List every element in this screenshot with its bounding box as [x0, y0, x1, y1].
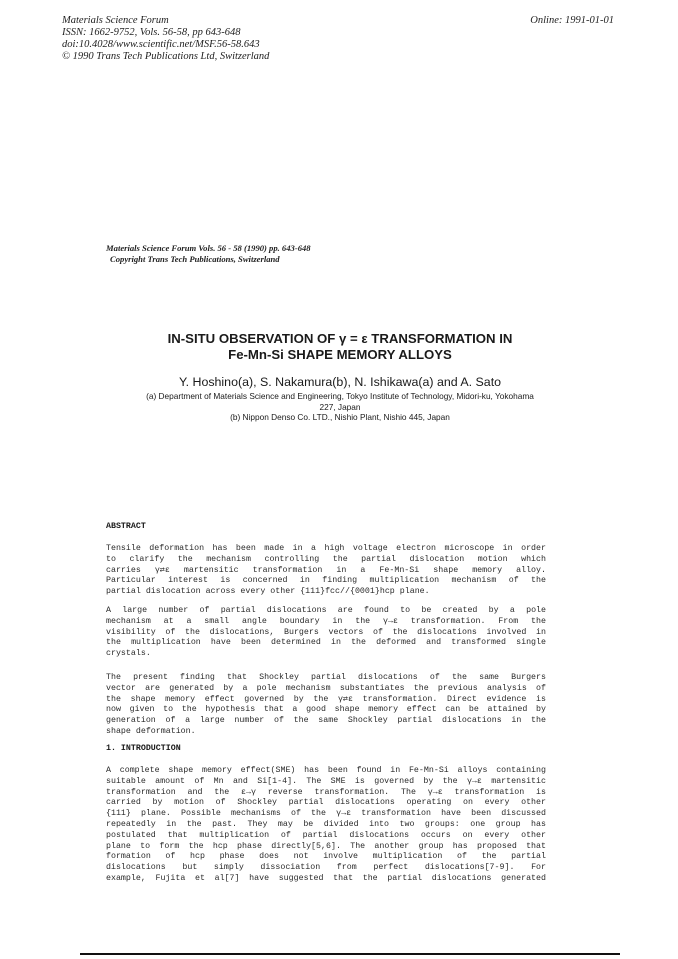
text-line: formation of hcp phase does not involve multiplication of the partial [106, 852, 546, 862]
abstract-paragraph-2 [106, 606, 546, 660]
source-citation [106, 243, 311, 265]
affiliation-b: (b) Nippon Denso Co. LTD., Nishio Plant, Nishio 445, Japan [230, 412, 450, 422]
text-line: {111} plane. Possible mechanisms of the γ→ε transformation have been discussed [106, 809, 546, 819]
text-line: carried by motion of Shockley partial dislocations operating on every other [106, 798, 546, 808]
text-line: A large number of partial dislocations are found to be created by a pole [106, 606, 546, 615]
author-list: Y. Hoshino(a), S. Nakamura(b), N. Ishikawa(a) and A. Sato [178, 375, 502, 389]
text-line: visibility of the dislocations, Burgers vectors of the dislocations involved in [106, 627, 546, 637]
text-line: suitable amount of Mn and Si[1-4]. The SME is governed by the γ→ε martensitic [106, 776, 546, 786]
text-line: plane to form the hcp phase directly[5,6]. The another group has proposed that [106, 841, 546, 851]
text-line: partial dislocation across every other {111}fcc//{0001}hcp plane. [106, 587, 430, 597]
journal-metadata [62, 15, 269, 63]
journal-name: Materials Science Forum [62, 15, 169, 26]
text-line: repeatedly in the past. They may be divided into two groups: one group has [106, 819, 546, 829]
title-line-2: Fe-Mn-Si SHAPE MEMORY ALLOYS [228, 347, 452, 362]
source-line-1: Materials Science Forum Vols. 56 - 58 (1990) pp. 643-648 [106, 243, 311, 253]
text-line: to clarify the mechanism controlling the partial dislocation motion which [106, 554, 546, 564]
text-line: vector are generated by a pole mechanism substantiates the previous analysis of [106, 683, 546, 693]
affiliation-a-line-1: (a) Department of Materials Science and Engineering, Tokyo Institute of Technology, Midori-ku, Yokohama [146, 391, 534, 401]
text-line: the multiplication have been determined in the deformed and transformed single [106, 638, 546, 648]
text-line: crystals. [106, 649, 151, 659]
affiliations [100, 391, 580, 423]
text-line: Tensile deformation has been made in a high voltage electron microscope in order [106, 544, 546, 553]
text-line: The present finding that Shockley partial dislocations of the same Burgers [106, 673, 546, 682]
text-line: carries γ⇄ε martensitic transformation in a Fe-Mn-Si shape memory alloy. [106, 565, 546, 575]
text-line: dislocations but simply dissociation from perfect dislocations[7-9]. For [106, 863, 546, 873]
introduction-heading: 1. INTRODUCTION [106, 744, 181, 753]
source-line-2: Copyright Trans Tech Publications, Switzerland [110, 254, 280, 264]
page-footer-rule [80, 953, 620, 955]
text-line: mechanism at a small angle boundary in the γ→ε transformation. From the [106, 616, 546, 626]
abstract-paragraph-1 [106, 544, 546, 598]
text-line: now given to the hypothesis that a good shape memory effect can be attained by [106, 705, 546, 715]
abstract-heading: ABSTRACT [106, 522, 146, 531]
issn-line: ISSN: 1662-9752, Vols. 56-58, pp 643-648 [62, 27, 241, 38]
text-line: example, Fujita et al[7] have suggested that the partial dislocations generated [106, 873, 546, 883]
online-date: Online: 1991-01-01 [530, 15, 614, 26]
text-line: generation of a large number of the same Shockley partial dislocations in the [106, 716, 546, 726]
text-line: the shape memory effect governed by the γ⇄ε transformation. Direct evidence is [106, 694, 546, 704]
introduction-paragraph-1 [106, 766, 546, 885]
publisher-copyright: © 1990 Trans Tech Publications Ltd, Switzerland [62, 51, 270, 62]
text-line: postulated that multiplication of partial dislocations occurs on every other [106, 830, 546, 840]
doi-link[interactable]: doi:10.4028/www.scientific.net/MSF.56-58.643 [62, 39, 260, 50]
text-line: A complete shape memory effect(SME) has been found in Fe-Mn-Si alloys containing [106, 766, 546, 775]
text-line: transformation and the ε→γ reverse transformation. The γ→ε transformation is [106, 787, 546, 797]
text-line: shape deformation. [106, 726, 196, 736]
paper-title [60, 331, 620, 363]
abstract-paragraph-3 [106, 673, 546, 738]
text-line: Particular interest is concerned in finding multiplication mechanism of the [106, 576, 546, 586]
title-line-1: IN-SITU OBSERVATION OF γ = ε TRANSFORMATION IN [167, 331, 513, 346]
affiliation-a-line-2: 227, Japan [319, 401, 361, 412]
